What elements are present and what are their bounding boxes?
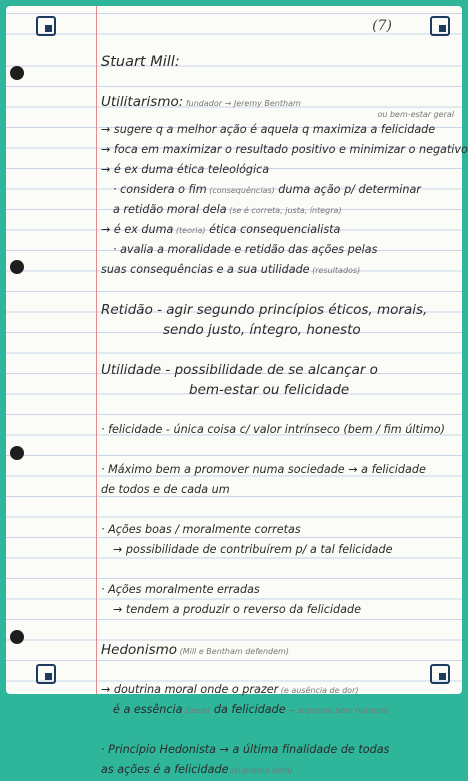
note-line [101, 600, 454, 620]
note-line [101, 120, 454, 140]
line-text: sendo justo, íntegro, honesto [163, 322, 361, 338]
note-line [101, 720, 454, 740]
note-line [101, 52, 454, 72]
binder-hole-4 [10, 630, 24, 644]
line-text: ética consequencialista [205, 223, 341, 236]
line-text: → é ex duma [101, 223, 174, 236]
note-line [101, 280, 454, 300]
binder-hole-3 [10, 446, 24, 460]
note-line [101, 660, 454, 680]
line-text: · Ações boas / moralmente corretas [101, 523, 301, 536]
note-line [101, 540, 454, 560]
line-text: · felicidade - única coisa c/ valor intrínseco (bem / fim último) [101, 423, 446, 436]
line-text: as ações é a felicidade [101, 763, 229, 776]
note-line [101, 360, 454, 380]
line-text: → tendem a produzir o reverso da felicidade [113, 603, 361, 616]
line-text: Utilidade - possibilidade de se alcançar o [101, 362, 378, 378]
line-text: a retidão moral dela [113, 203, 227, 216]
note-line [101, 160, 454, 180]
line-note: (base) [182, 706, 211, 715]
line-text: → é ex duma ética teleológica [101, 163, 270, 176]
line-text: da felicidade [210, 703, 286, 716]
binder-hole-2 [10, 260, 24, 274]
line-note: (resultados) [309, 266, 361, 275]
line-note: (e ausência de dor) [278, 686, 359, 695]
corner-mark-tr [430, 16, 450, 36]
line-text: Retidão - agir segundo princípios éticos, morais, [101, 302, 428, 318]
note-line [101, 760, 454, 780]
line-text: suas consequências e a sua utilidade [101, 263, 310, 276]
line-text: · Princípio Hedonista → a última finalidade de todas [101, 743, 390, 756]
line-note: → supremo bem humano [285, 706, 389, 715]
line-text: Hedonismo [101, 642, 178, 658]
note-line [101, 300, 454, 320]
line-text: bem-estar ou felicidade [189, 382, 350, 398]
note-line [101, 380, 454, 400]
line-note: (se é correta, justa, íntegra) [226, 206, 342, 215]
line-text: · Ações moralmente erradas [101, 583, 260, 596]
note-line [101, 260, 454, 280]
line-note: (Mill e Bentham defendem) [177, 647, 289, 656]
note-line [101, 740, 454, 760]
corner-mark-bl [36, 664, 56, 684]
line-text: → possibilidade de contribuírem p/ a tal felicidade [113, 543, 393, 556]
line-text: duma ação p/ determinar [274, 183, 421, 196]
note-line [101, 420, 454, 440]
notebook-page [6, 6, 468, 776]
binder-hole-1 [10, 66, 24, 80]
line-text: → doutrina moral onde o prazer [101, 683, 279, 696]
line-text: Stuart Mill: [101, 54, 180, 70]
line-text: · considera o fim [113, 183, 207, 196]
line-note: fundador → Jeremy Bentham [183, 99, 301, 108]
note-line [101, 460, 454, 480]
note-line [101, 92, 454, 112]
note-line [101, 500, 454, 520]
page-number: (7) [372, 18, 392, 34]
note-line [101, 560, 454, 580]
note-line [101, 520, 454, 540]
corner-mark-tl [36, 16, 56, 36]
note-line [101, 640, 454, 660]
notes-body [101, 52, 468, 780]
note-line [101, 140, 468, 160]
note-line [101, 580, 454, 600]
note-line [101, 220, 454, 240]
note-line [101, 680, 454, 700]
note-line [101, 180, 454, 200]
line-text: · Máximo bem a promover numa sociedade → a felicidade [101, 463, 426, 476]
note-line [101, 72, 454, 92]
line-text: de todos e de cada um [101, 483, 230, 496]
note-line [101, 240, 454, 260]
note-line [101, 340, 454, 360]
note-line [101, 200, 454, 220]
line-text: Utilitarismo: [101, 94, 184, 110]
note-line [101, 320, 454, 340]
note-line [101, 620, 454, 640]
line-text: é a essência [113, 703, 183, 716]
note-line [101, 700, 454, 720]
line-text: → foca em maximizar o resultado positivo e minimizar o negativo [101, 143, 468, 156]
line-text: · avalia a moralidade e retidão das ações pelas [113, 243, 378, 256]
line-text: → sugere q a melhor ação é aquela q maximiza a felicidade [101, 123, 436, 136]
margin-note: ou bem-estar geral [377, 110, 454, 119]
note-line [101, 480, 454, 500]
line-note: (consequências) [206, 186, 275, 195]
note-line [101, 440, 454, 460]
note-line [101, 400, 454, 420]
line-note: (supremo bem) [228, 766, 293, 775]
line-note: (teoria) [173, 226, 206, 235]
